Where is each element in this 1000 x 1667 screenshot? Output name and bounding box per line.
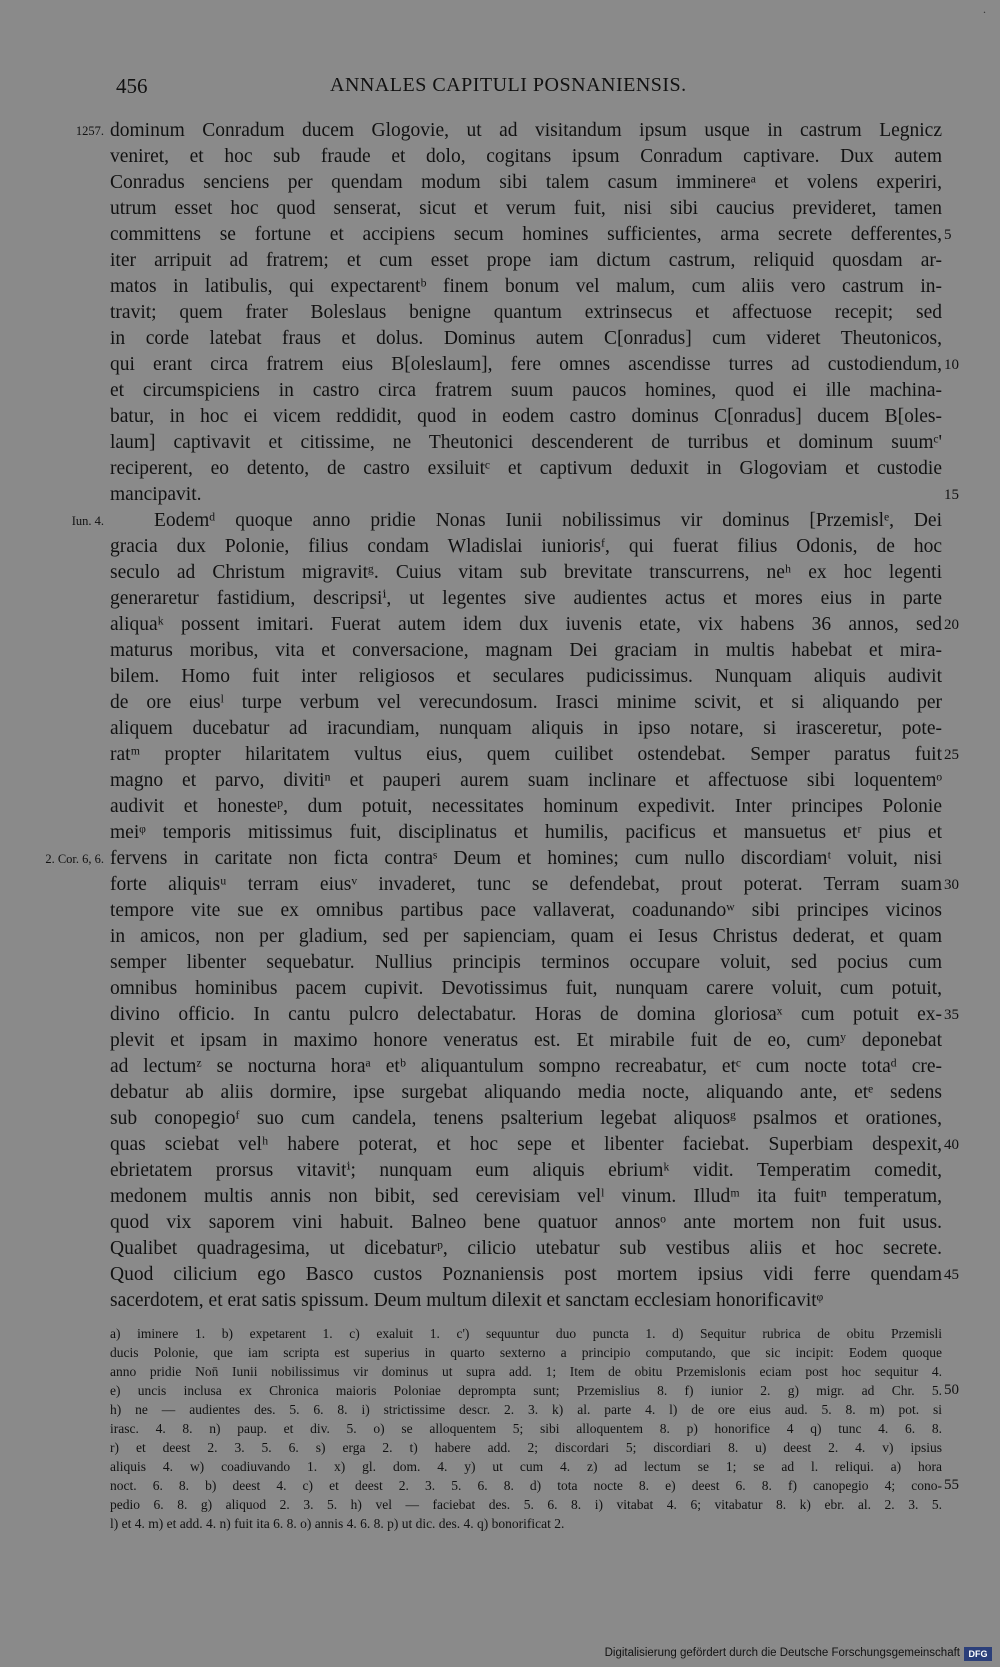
text-line: committens se fortune et accipiens secum homines sufficientes, arma secrete defferentes, <box>110 224 942 245</box>
text-line: in amicos, non per gladium, sed per sapienciam, quam ei Iesus Christus dederat, et quam <box>110 926 942 947</box>
running-title: ANNALES CAPITULI POSNANIENSIS. <box>330 74 687 96</box>
text-line: Eodemᵈ quoque anno pridie Nonas Iunii nobilissimus vir dominus [Przemislᵉ, Dei <box>154 510 942 531</box>
text-line: matos in latibulis, qui expectarentᵇ finem bonum vel malum, cum aliis vero castrum in- <box>110 276 942 297</box>
footnote-line: anno pridie Non̄ Iunii nobilissimus vir dominus ut supra add. 1; Item de obitu Przemislonis eciam post hoc sequitur 4. <box>110 1364 942 1379</box>
margin-note: 2. Cor. 6, 6. <box>45 852 104 866</box>
footnote-line: a) iminere 1. b) expetarent 1. c) exaluit 1. c') sequuntur duo puncta 1. d) Sequitur rubrica de obitu Przemisli <box>110 1326 942 1341</box>
text-line: magno et parvo, divitiⁿ et pauperi aurem suam inclinare et affectuose sibi loquentemᵒ <box>110 770 942 791</box>
footnote-line: pedio 6. 8. g) aliquod 2. 3. 5. h) vel — faciebat des. 5. 6. 8. i) vitabat 4. 6; vitabatur 8. k) ebr. al. 2. 3. 5. <box>110 1497 942 1512</box>
text-line: divino officio. In cantu pulcro delectabatur. Horas de domina gloriosaˣ cum potuit ex- <box>110 1004 942 1025</box>
text-line: et circumspiciens in castro circa fratrem suum paucos homines, quod ei ille machina- <box>110 380 942 401</box>
text-line: meiᵠ temporis mitissimus fuit, disciplinatus et humilis, pacificus et mansuetus etʳ pius et <box>110 822 942 843</box>
footnote-line-number: 50 <box>944 1382 959 1398</box>
footnote-line: aliquis 4. w) coadiuvando 1. x) gl. dom. 4. y) ut cum 4. z) ad lectum se 1; se ad l. reliqui. a) hora <box>110 1459 942 1474</box>
text-line: utrum esset hoc quod senserat, sicut et verum fuit, nisi sibi caucius previderet, tamen <box>110 198 942 219</box>
text-line: semper libenter sequebatur. Nullius principis terminos occupare voluit, sed pocius cum <box>110 952 942 973</box>
text-line: audivit et honesteᵖ, dum potuit, necessitates hominum expedivit. Inter principes Polonie <box>110 796 942 817</box>
text-line: aliquem ducebatur ad iracundiam, nunquam aliquis in ipso notare, si irasceretur, pote- <box>110 718 942 739</box>
footnote-line: e) uncis inclusa ex Chronica maioris Poloniae deprompta sunt; Przemislius 8. f) iunior 2. g) migr. ad Chr. 5. <box>110 1383 942 1398</box>
text-line: seculo ad Christum migravitᵍ. Cuius vitam sub brevitate transcurrens, neʰ ex hoc legenti <box>110 562 942 583</box>
text-line: Quod cilicium ego Basco custos Poznaniensis post mortem ipsius vidi ferre quendam <box>110 1264 942 1285</box>
line-number: 15 <box>944 487 959 503</box>
text-line: ad lectumᶻ se nocturna horaᵃ etᵇ aliquantulum sompno recreabatur, etᶜ cum nocte totaᵈ cre- <box>110 1056 942 1077</box>
footnote-line: l) et 4. m) et add. 4. n) fuit ita 6. 8. o) annis 4. 6. 8. p) ut dic. des. 4. q) bonorificat 2. <box>110 1516 565 1531</box>
text-line: sacerdotem, et erat satis spissum. Deum multum dilexit et sanctam ecclesiam honorificavitᵠ <box>110 1290 824 1311</box>
corner-mark: . <box>983 2 986 16</box>
text-line: dominum Conradum ducem Glogovie, ut ad visitandum ipsum usque in castrum Legnicz <box>110 120 942 141</box>
text-line: Conradus senciens per quendam modum sibi talem casum imminereᵃ et volens experiri, <box>110 172 942 193</box>
text-line: quod vix saporem vini habuit. Balneo bene quatuor annosᵒ ante mortem non fuit usus. <box>110 1212 942 1233</box>
text-line: gracia dux Polonie, filius condam Wladislai iuniorisᶠ, qui fuerat filius Odonis, de hoc <box>110 536 942 557</box>
page-number: 456 <box>116 74 148 98</box>
line-number: 20 <box>944 617 959 633</box>
text-line: reciperent, eo detento, de castro exsiluitᶜ et captivum deduxit in Glogoviam et custodie <box>110 458 942 479</box>
line-number: 40 <box>944 1137 959 1153</box>
text-line: qui erant circa fratrem eius B[oleslaum], fere omnes ascendisse turres ad custodiendum, <box>110 354 942 375</box>
text-line: travit; quem frater Boleslaus benigne quantum extrinsecus et affectuose recepit; sed <box>110 302 942 323</box>
text-line: veniret, et hoc sub fraude et dolo, cogitans ipsum Conradum captivare. Dux autem <box>110 146 942 167</box>
text-line: quas sciebat velʰ habere poterat, et hoc sepe et libenter faciebat. Superbiam despexit, <box>110 1134 942 1155</box>
text-line: plevit et ipsam in maximo honore veneratus est. Et mirabile fuit de eo, cumʸ deponebat <box>110 1030 942 1051</box>
footnote-line: irasc. 4. 8. n) paup. et div. 5. o) se alloquentem 5; sibi alloquentem 8. p) honorifice 4 q) tunc 4. 6. 8. <box>110 1421 942 1436</box>
margin-note: Iun. 4. <box>71 514 104 528</box>
line-number: 35 <box>944 1007 959 1023</box>
page-footer <box>0 1647 1000 1665</box>
text-line: ratᵐ propter hilaritatem vultus eius, quem cuilibet ostendebat. Semper paratus fuit <box>110 744 942 765</box>
text-line: iter arripuit ad fratrem; et cum esset prope iam dictum castrum, reliquid quosdam ar- <box>110 250 942 271</box>
digitization-credit: Digitalisierung gefördert durch die Deutsche Forschungsgemeinschaft <box>604 1647 960 1659</box>
text-line: omnibus hominibus pacem cupivit. Devotissimus fuit, nunquam carere voluit, cum potuit, <box>110 978 942 999</box>
line-number: 5 <box>944 227 952 243</box>
footnote-line: r) et deest 2. 3. 5. 6. s) erga 2. t) habere add. 2; discordari 5; discordiari 8. u) deest 2. 4. v) ipsius <box>110 1440 942 1455</box>
text-line: medonem multis annis non bibit, sed cerevisiam velˡ vinum. Illudᵐ ita fuitⁿ temperatum, <box>110 1186 942 1207</box>
text-line: bilem. Homo fuit inter religiosos et seculares pudicissimus. Nunquam aliquis audivit <box>110 666 942 687</box>
text-line: mancipavit. <box>110 484 202 505</box>
text-line: de ore eiusˡ turpe verbum vel verecundosum. Irasci minime scivit, et si aliquando per <box>110 692 942 713</box>
line-number: 10 <box>944 357 959 373</box>
text-line: fervens in caritate non ficta contraˢ Deum et homines; cum nullo discordiamᵗ voluit, nisi <box>110 848 942 869</box>
text-line: batur, in hoc ei vicem reddidit, quod in eodem castro dominus C[onradus] ducem B[oles- <box>110 406 942 427</box>
line-number: 30 <box>944 877 959 893</box>
dfg-logo: DFG <box>964 1647 992 1661</box>
text-line: in corde latebat fraus et dolus. Dominus autem C[onradus] cum videret Theutonicos, <box>110 328 942 349</box>
footnote-line: ducis Polonie, que iam scripta est superius in quarto sexterno a principio computando, que sic incipit: Eodem quoque <box>110 1345 942 1360</box>
page-header <box>0 74 1000 104</box>
text-line: tempore vite sue ex omnibus partibus pace vallaverat, coadunandoʷ sibi principes vicinos <box>110 900 942 921</box>
line-number: 25 <box>944 747 959 763</box>
line-number: 45 <box>944 1267 959 1283</box>
text-line: aliquaᵏ possent imitari. Fuerat autem idem dux iuvenis etate, vix habens 36 annos, sed <box>110 614 942 635</box>
text-line: debatur ab aliis dormire, ipse surgebat aliquando media nocte, aliquando ante, etᵉ sedens <box>110 1082 942 1103</box>
footnote-line: noct. 6. 8. b) deest 4. c) et deest 2. 3. 5. 6. 8. d) tota nocte 8. e) deest 6. 8. f) canopegio 4; cono- <box>110 1478 942 1493</box>
text-line: sub conopegioᶠ suo cum candela, tenens psalterium legebat aliquosᵍ psalmos et orationes, <box>110 1108 942 1129</box>
text-line: maturus moribus, vita et conversacione, magnam Dei graciam in multis habebat et mira- <box>110 640 942 661</box>
text-line: ebrietatem prorsus vitavitⁱ; nunquam eum aliquis ebriumᵏ vidit. Temperatim comedit, <box>110 1160 942 1181</box>
margin-note: 1257. <box>75 124 104 138</box>
text-line: laum] captivavit et citissime, ne Theutonici descenderent de turribus et dominum suumᶜ' <box>110 432 942 453</box>
footnote-line: h) ne — audientes des. 5. 6. 8. i) strictissime descr. 2. 3. k) al. parte 4. l) de ore eius aud. 5. 8. m) pot. si <box>110 1402 942 1417</box>
text-line: Qualibet quadragesima, ut dicebaturᵖ, cilicio utebatur sub vestibus aliis et hoc secrete. <box>110 1238 942 1259</box>
text-line: generaretur fastidium, descripsiⁱ, ut legentes sive audientes actus et mores eius in parte <box>110 588 942 609</box>
footnote-line-number: 55 <box>944 1477 959 1493</box>
text-line: forte aliquisᵘ terram eiusᵛ invaderet, tunc se defendebat, prout poterat. Terram suam <box>110 874 942 895</box>
